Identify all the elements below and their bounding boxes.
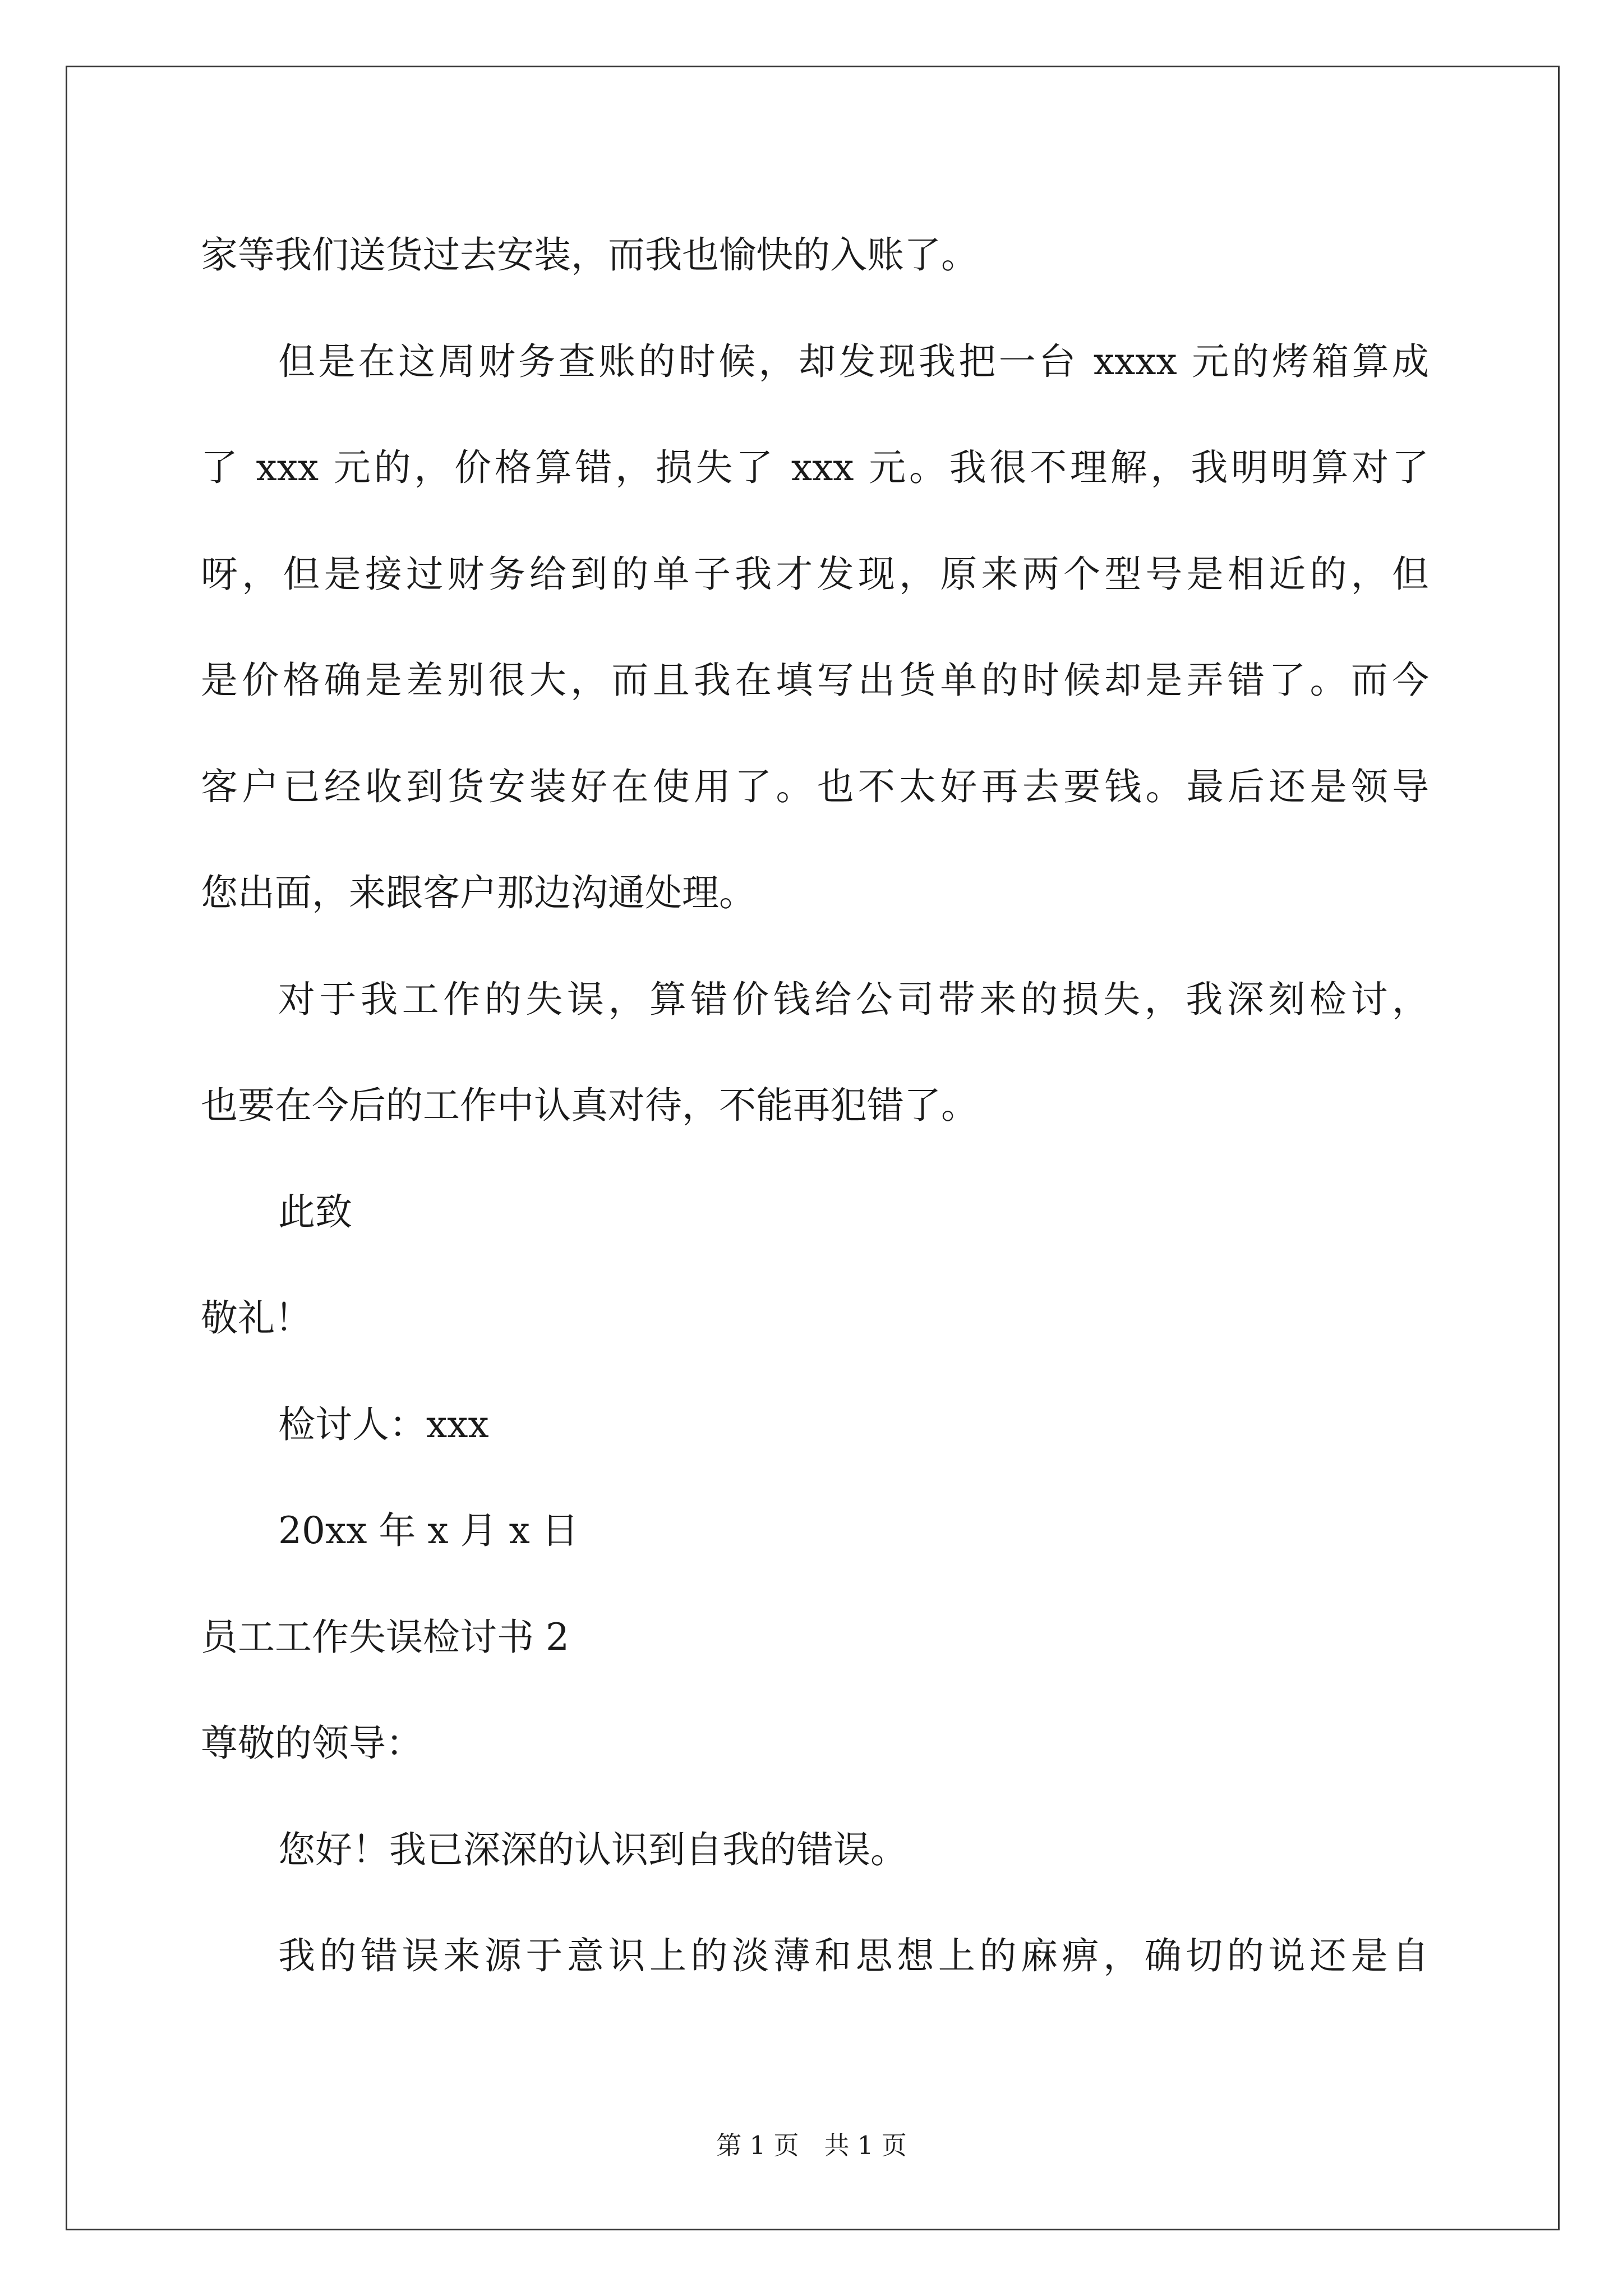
page-number-footer: 第 1 页 共 1 页: [716, 2131, 907, 2160]
text-line: 但是在这周财务查账的时候，却发现我把一台 xxxx 元的烤箱算成: [278, 339, 1429, 383]
text-line: 您出面，来跟客户那边沟通处理。: [201, 871, 756, 914]
text-line: 我的错误来源于意识上的淡薄和思想上的麻痹，确切的说还是自: [278, 1934, 1429, 1977]
date-line: 20xx 年 x 月 x 日: [278, 1509, 579, 1552]
document-body: [201, 202, 1429, 2009]
text-line: 是价格确是差别很大，而且我在填写出货单的时候却是弄错了。而今: [201, 659, 1429, 702]
greeting-line: 尊敬的领导：: [201, 1722, 423, 1765]
text-line: 您好！我已深深的认识到自我的错误。: [278, 1828, 907, 1871]
text-line: 对于我工作的失误，算错价钱给公司带来的损失，我深刻检讨，: [278, 977, 1429, 1021]
text-line: 也要在今后的工作中认真对待，不能再犯错了。: [201, 1084, 978, 1127]
section-title: 员工工作失误检讨书 2: [201, 1615, 569, 1659]
closing-salutation: 此致: [278, 1190, 352, 1234]
text-line: 客户已经收到货安装好在使用了。也不太好再去要钱。最后还是领导: [201, 765, 1429, 808]
text-line: 了 xxx 元的，价格算错，损失了 xxx 元。我很不理解，我明明算对了: [201, 446, 1429, 489]
signature-line: 检讨人：xxx: [278, 1402, 489, 1446]
text-line: 呀，但是接过财务给到的单子我才发现，原来两个型号是相近的，但: [201, 552, 1429, 596]
closing-regards: 敬礼！: [201, 1296, 312, 1340]
text-line: 家等我们送货过去安装，而我也愉快的入账了。: [201, 233, 978, 277]
